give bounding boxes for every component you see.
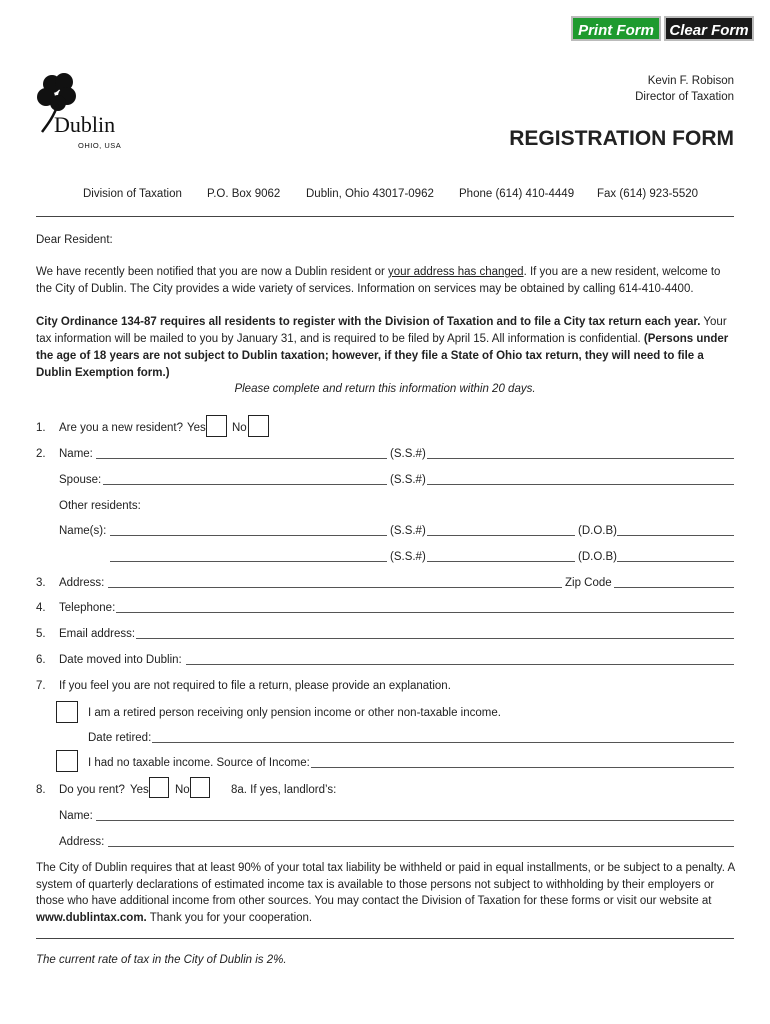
- website-link: www.dublintax.com.: [36, 911, 147, 924]
- ordinance-paragraph: [36, 314, 736, 382]
- other-name-field-1[interactable]: [110, 535, 387, 536]
- other-name-field-2[interactable]: [110, 561, 387, 562]
- ordinance-text: Your tax information will be mailed to you by January 31, and is required to be filed by April 15. All information is confidential.: [36, 316, 727, 345]
- q1-label: Are you a new resident?: [59, 422, 184, 434]
- moved-date-field[interactable]: [186, 664, 734, 665]
- logo-sub: OHIO, USA: [78, 141, 122, 150]
- q8-number: 8.: [36, 784, 46, 796]
- director-title: Director of Taxation: [635, 91, 734, 103]
- header-divider: [36, 216, 734, 217]
- income-source-field[interactable]: [311, 767, 734, 768]
- q8-label: Do you rent?: [59, 784, 125, 796]
- no-income-checkbox[interactable]: [56, 750, 78, 772]
- other-ss-label-2: (S.S.#): [390, 551, 426, 563]
- q2-number: 2.: [36, 448, 46, 460]
- director-name: Kevin F. Robison: [647, 75, 734, 87]
- retired-checkbox[interactable]: [56, 701, 78, 723]
- other-residents-label: Other residents:: [59, 500, 141, 512]
- q8a-label: 8a. If yes, landlord’s:: [231, 784, 337, 796]
- name-label: Name:: [59, 448, 93, 460]
- spouse-label: Spouse:: [59, 474, 102, 486]
- other-dob-field-2[interactable]: [617, 561, 734, 562]
- q7-label: If you feel you are not required to file a return, please provide an explanation.: [59, 680, 451, 692]
- zip-label: Zip Code: [565, 577, 612, 589]
- form-title: REGISTRATION FORM: [509, 127, 734, 150]
- q8-no-label: No: [175, 784, 190, 796]
- other-dob-label-2: (D.O.B): [578, 551, 617, 563]
- thanks-text: Thank you for your cooperation.: [146, 911, 313, 924]
- fax-number: Fax (614) 923-5520: [597, 188, 699, 200]
- director-block: [635, 73, 734, 105]
- withholding-text: The City of Dublin requires that at least 90% of your total tax liability be withheld or paid in equal installments, or be subject to a penalty. A system of quarterly declarations of estimated income tax is available to those persons not subject to withholding by their employers or those who have additional income from other sources. You may contact the Division of Taxation for these forms or visit our website at: [36, 862, 735, 907]
- spouse-ss-field[interactable]: [427, 484, 734, 485]
- division-label: Division of Taxation: [83, 188, 182, 200]
- name-ss-field[interactable]: [427, 458, 734, 459]
- logo-name: Dublin: [54, 112, 116, 137]
- no-income-label: I had no taxable income. Source of Income:: [88, 757, 310, 769]
- withholding-paragraph: [36, 860, 736, 926]
- moved-label: Date moved into Dublin:: [59, 654, 182, 666]
- email-field[interactable]: [136, 638, 734, 639]
- landlord-address-field[interactable]: [108, 846, 734, 847]
- q8-yes-label: Yes: [130, 784, 149, 796]
- q1-yes-checkbox[interactable]: [206, 415, 227, 437]
- spouse-ss-label: (S.S.#): [390, 474, 426, 486]
- dublin-logo: [34, 70, 134, 154]
- address-field[interactable]: [108, 587, 562, 588]
- name-field[interactable]: [96, 458, 387, 459]
- q1-no-checkbox[interactable]: [248, 415, 269, 437]
- landlord-name-field[interactable]: [96, 820, 734, 821]
- intro-text-a: We have recently been notified that you are now a Dublin resident or: [36, 266, 389, 278]
- address-changed-link: your address has changed: [388, 266, 524, 278]
- date-retired-label: Date retired:: [88, 732, 152, 744]
- tax-rate-note: The current rate of tax in the City of Dublin is 2%.: [36, 954, 287, 966]
- other-ss-label-1: (S.S.#): [390, 525, 426, 537]
- other-ss-field-2[interactable]: [427, 561, 575, 562]
- other-ss-field-1[interactable]: [427, 535, 575, 536]
- clear-form-button[interactable]: Clear Form: [664, 16, 754, 41]
- landlord-address-label: Address:: [59, 836, 105, 848]
- q1-number: 1.: [36, 422, 46, 434]
- email-label: Email address:: [59, 628, 136, 640]
- date-retired-field[interactable]: [152, 742, 734, 743]
- q6-number: 6.: [36, 654, 46, 666]
- q8-no-checkbox[interactable]: [190, 777, 210, 798]
- names-label: Name(s):: [59, 525, 107, 537]
- q3-number: 3.: [36, 577, 46, 589]
- spouse-field[interactable]: [103, 484, 387, 485]
- intro-text-b: . If you are a new resident, welcome to the City of Dublin. The City provides a wide variety of services. Information on services may be obtained by calling 614-410-4400.: [36, 266, 721, 295]
- print-form-button[interactable]: Print Form: [571, 16, 661, 41]
- q8-yes-checkbox[interactable]: [149, 777, 169, 798]
- intro-paragraph: [36, 264, 736, 298]
- q1-yes-label: Yes: [187, 422, 206, 434]
- ordinance-bold: City Ordinance 134-87 requires all residents to register with the Division of Taxation and to file a City tax return each year.: [36, 316, 701, 328]
- q4-number: 4.: [36, 602, 46, 614]
- po-box: P.O. Box 9062: [207, 188, 281, 200]
- phone-number: Phone (614) 410-4449: [459, 188, 575, 200]
- city-address: Dublin, Ohio 43017-0962: [306, 188, 434, 200]
- instruction-text: Please complete and return this information within 20 days.: [234, 383, 536, 395]
- zip-field[interactable]: [614, 587, 734, 588]
- footer-divider: [36, 938, 734, 939]
- other-dob-label-1: (D.O.B): [578, 525, 617, 537]
- retired-label: I am a retired person receiving only pension income or other non-taxable income.: [88, 707, 501, 719]
- q7-number: 7.: [36, 680, 46, 692]
- telephone-field[interactable]: [116, 612, 734, 613]
- q1-no-label: No: [232, 422, 247, 434]
- other-dob-field-1[interactable]: [617, 535, 734, 536]
- landlord-name-label: Name:: [59, 810, 93, 822]
- q5-number: 5.: [36, 628, 46, 640]
- address-label: Address:: [59, 577, 105, 589]
- exemption-note: (Persons under the age of 18 years are not subject to Dublin taxation; however, if they file a State of Ohio tax return, they will need to file a Dublin Exemption form.): [36, 333, 729, 379]
- greeting: Dear Resident:: [36, 234, 113, 246]
- name-ss-label: (S.S.#): [390, 448, 426, 460]
- telephone-label: Telephone:: [59, 602, 116, 614]
